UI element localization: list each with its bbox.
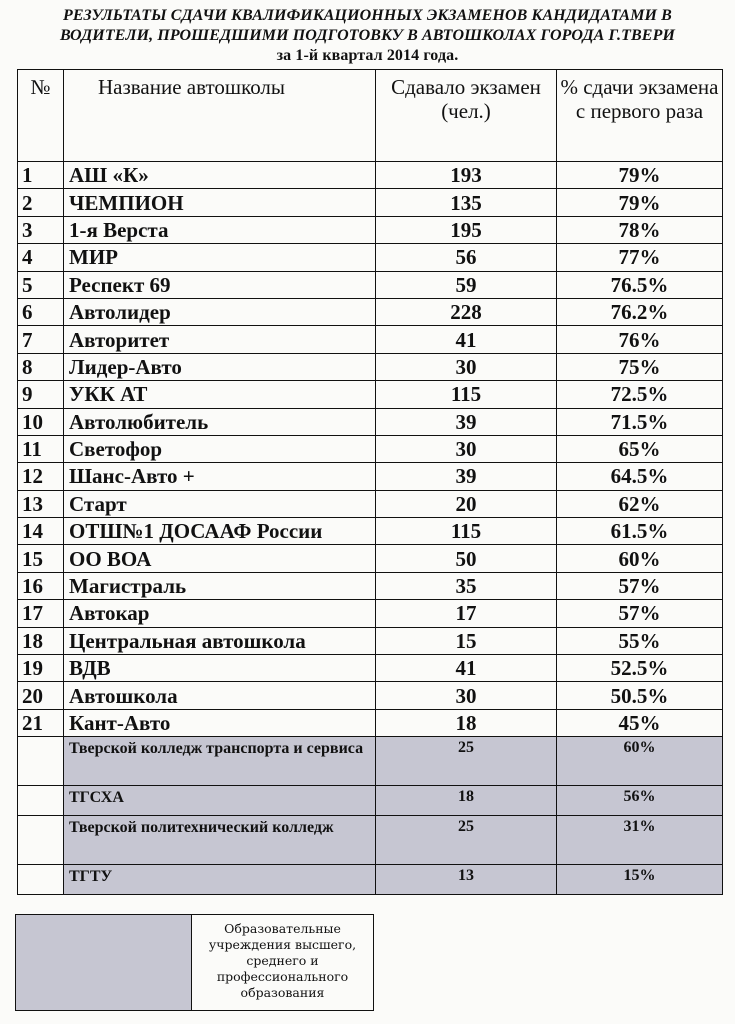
table-row bbox=[18, 463, 723, 490]
institution-row bbox=[18, 737, 723, 786]
document-title bbox=[0, 6, 735, 66]
exam-count: 39 bbox=[376, 463, 557, 490]
row-num: 9 bbox=[18, 381, 64, 408]
exam-count: 59 bbox=[376, 271, 557, 298]
institution-pass-rate: 56% bbox=[557, 786, 723, 816]
pass-rate: 72.5% bbox=[557, 381, 723, 408]
row-num: 11 bbox=[18, 435, 64, 462]
pass-rate: 55% bbox=[557, 627, 723, 654]
table-row bbox=[18, 572, 723, 599]
pass-rate: 62% bbox=[557, 490, 723, 517]
table-row bbox=[18, 408, 723, 435]
row-num: 7 bbox=[18, 326, 64, 353]
row-num: 2 bbox=[18, 189, 64, 216]
header-pct: % сдачи экзамена с первого раза bbox=[557, 70, 723, 162]
exam-count: 135 bbox=[376, 189, 557, 216]
row-num: 21 bbox=[18, 709, 64, 736]
school-name: ВДВ bbox=[64, 655, 376, 682]
exam-count: 17 bbox=[376, 600, 557, 627]
school-name: УКК АТ bbox=[64, 381, 376, 408]
row-num: 6 bbox=[18, 298, 64, 325]
pass-rate: 79% bbox=[557, 189, 723, 216]
pass-rate: 61.5% bbox=[557, 518, 723, 545]
row-num: 17 bbox=[18, 600, 64, 627]
school-name: ОТШ№1 ДОСААФ России bbox=[64, 518, 376, 545]
exam-count: 30 bbox=[376, 353, 557, 380]
pass-rate: 52.5% bbox=[557, 655, 723, 682]
title-period: за 1-й квартал 2014 года. bbox=[276, 47, 459, 64]
institution-exam-count: 25 bbox=[376, 816, 557, 865]
institution-name: Тверской колледж транспорта и сервиса bbox=[64, 737, 376, 786]
institution-pass-rate: 31% bbox=[557, 816, 723, 865]
institution-num bbox=[18, 737, 64, 786]
school-name: Автокар bbox=[64, 600, 376, 627]
row-num: 14 bbox=[18, 518, 64, 545]
school-name: Магистраль bbox=[64, 572, 376, 599]
table-row bbox=[18, 545, 723, 572]
title-line-2: ВОДИТЕЛИ, ПРОШЕДШИМИ ПОДГОТОВКУ В АВТОШКОЛАХ ГОРОДА Г.ТВЕРИ bbox=[60, 27, 675, 44]
pass-rate: 77% bbox=[557, 244, 723, 271]
exam-count: 50 bbox=[376, 545, 557, 572]
table-row bbox=[18, 216, 723, 243]
row-num: 19 bbox=[18, 655, 64, 682]
school-name: Автолидер bbox=[64, 298, 376, 325]
school-name: Респект 69 bbox=[64, 271, 376, 298]
school-name: АШ «К» bbox=[64, 162, 376, 189]
pass-rate: 76.5% bbox=[557, 271, 723, 298]
institution-exam-count: 18 bbox=[376, 786, 557, 816]
pass-rate: 60% bbox=[557, 545, 723, 572]
table-row bbox=[18, 655, 723, 682]
exam-count: 195 bbox=[376, 216, 557, 243]
school-name: Центральная автошкола bbox=[64, 627, 376, 654]
exam-count: 30 bbox=[376, 682, 557, 709]
institution-name: Тверской политехнический колледж bbox=[64, 816, 376, 865]
pass-rate: 76% bbox=[557, 326, 723, 353]
row-num: 10 bbox=[18, 408, 64, 435]
row-num: 3 bbox=[18, 216, 64, 243]
table-header-row bbox=[18, 70, 723, 162]
results-table bbox=[17, 69, 723, 895]
pass-rate: 50.5% bbox=[557, 682, 723, 709]
table-row bbox=[18, 162, 723, 189]
table-row bbox=[18, 627, 723, 654]
header-exam: Сдавало экзамен (чел.) bbox=[376, 70, 557, 162]
institution-pass-rate: 15% bbox=[557, 865, 723, 895]
table-row bbox=[18, 298, 723, 325]
title-line-1: РЕЗУЛЬТАТЫ СДАЧИ КВАЛИФИКАЦИОННЫХ ЭКЗАМЕНОВ КАНДИДАТАМИ В bbox=[63, 7, 672, 24]
header-name: Название автошколы bbox=[64, 70, 376, 162]
table-row bbox=[18, 490, 723, 517]
exam-count: 15 bbox=[376, 627, 557, 654]
pass-rate: 78% bbox=[557, 216, 723, 243]
exam-count: 115 bbox=[376, 518, 557, 545]
school-name: Авторитет bbox=[64, 326, 376, 353]
institution-row bbox=[18, 816, 723, 865]
table-row bbox=[18, 518, 723, 545]
school-name: ОО ВОА bbox=[64, 545, 376, 572]
school-name: 1-я Верста bbox=[64, 216, 376, 243]
row-num: 20 bbox=[18, 682, 64, 709]
school-name: Шанс-Авто + bbox=[64, 463, 376, 490]
pass-rate: 79% bbox=[557, 162, 723, 189]
school-name: МИР bbox=[64, 244, 376, 271]
pass-rate: 65% bbox=[557, 435, 723, 462]
school-name: Кант-Авто bbox=[64, 709, 376, 736]
institution-num bbox=[18, 816, 64, 865]
legend-swatch bbox=[16, 915, 192, 1010]
school-name: Автошкола bbox=[64, 682, 376, 709]
exam-count: 41 bbox=[376, 655, 557, 682]
pass-rate: 76.2% bbox=[557, 298, 723, 325]
table-row bbox=[18, 709, 723, 736]
pass-rate: 75% bbox=[557, 353, 723, 380]
school-name: Старт bbox=[64, 490, 376, 517]
row-num: 13 bbox=[18, 490, 64, 517]
legend-text: Образовательные учреждения высшего, среднего и профессионального образования bbox=[208, 921, 357, 1000]
institution-name: ТГСХА bbox=[64, 786, 376, 816]
row-num: 18 bbox=[18, 627, 64, 654]
table-row bbox=[18, 244, 723, 271]
institution-exam-count: 13 bbox=[376, 865, 557, 895]
exam-count: 20 bbox=[376, 490, 557, 517]
school-name: Светофор bbox=[64, 435, 376, 462]
table-row bbox=[18, 381, 723, 408]
table-body bbox=[18, 162, 723, 895]
pass-rate: 71.5% bbox=[557, 408, 723, 435]
row-num: 5 bbox=[18, 271, 64, 298]
school-name: ЧЕМПИОН bbox=[64, 189, 376, 216]
row-num: 1 bbox=[18, 162, 64, 189]
institution-num bbox=[18, 865, 64, 895]
row-num: 15 bbox=[18, 545, 64, 572]
pass-rate: 57% bbox=[557, 572, 723, 599]
row-num: 4 bbox=[18, 244, 64, 271]
exam-count: 30 bbox=[376, 435, 557, 462]
institution-row bbox=[18, 786, 723, 816]
institution-exam-count: 25 bbox=[376, 737, 557, 786]
exam-count: 115 bbox=[376, 381, 557, 408]
pass-rate: 57% bbox=[557, 600, 723, 627]
institution-name: ТГТУ bbox=[64, 865, 376, 895]
table-row bbox=[18, 189, 723, 216]
exam-count: 39 bbox=[376, 408, 557, 435]
institution-pass-rate: 60% bbox=[557, 737, 723, 786]
school-name: Автолюбитель bbox=[64, 408, 376, 435]
exam-count: 193 bbox=[376, 162, 557, 189]
exam-count: 56 bbox=[376, 244, 557, 271]
table-row bbox=[18, 435, 723, 462]
exam-count: 228 bbox=[376, 298, 557, 325]
institution-row bbox=[18, 865, 723, 895]
table-row bbox=[18, 600, 723, 627]
exam-count: 41 bbox=[376, 326, 557, 353]
row-num: 16 bbox=[18, 572, 64, 599]
pass-rate: 45% bbox=[557, 709, 723, 736]
institution-num bbox=[18, 786, 64, 816]
row-num: 8 bbox=[18, 353, 64, 380]
pass-rate: 64.5% bbox=[557, 463, 723, 490]
exam-count: 35 bbox=[376, 572, 557, 599]
table-row bbox=[18, 353, 723, 380]
legend bbox=[15, 914, 374, 1011]
row-num: 12 bbox=[18, 463, 64, 490]
header-num: № bbox=[18, 70, 64, 162]
table-row bbox=[18, 271, 723, 298]
table-row bbox=[18, 682, 723, 709]
table-row bbox=[18, 326, 723, 353]
school-name: Лидер-Авто bbox=[64, 353, 376, 380]
exam-count: 18 bbox=[376, 709, 557, 736]
